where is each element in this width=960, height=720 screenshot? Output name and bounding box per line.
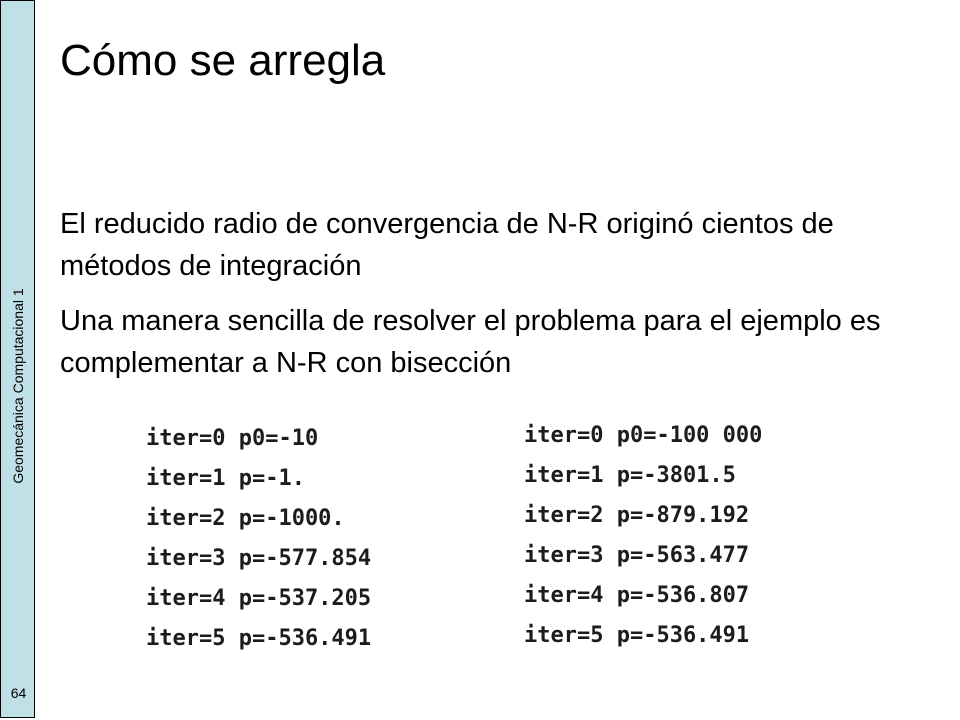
iteration-row: iter=5 p=-536.491 <box>146 626 372 651</box>
iteration-row: iter=4 p=-537.205 <box>146 586 372 611</box>
bullet-1: El reducido radio de convergencia de N-R originó cientos de métodos de integración <box>60 208 834 282</box>
iteration-row: iter=4 p=-536.807 <box>524 583 750 608</box>
iteration-row: iter=2 p=-879.192 <box>524 503 750 528</box>
iteration-row: iter=3 p=-577.854 <box>146 546 372 571</box>
iteration-row: iter=5 p=-536.491 <box>524 623 750 648</box>
left-iteration-list <box>146 419 371 659</box>
iteration-row: iter=3 p=-563.477 <box>524 543 750 568</box>
iteration-row: iter=2 p=-1000. <box>146 506 345 531</box>
bullet-2: Una manera sencilla de resolver el problema para el ejemplo es complementar a N-R con bisección <box>60 305 881 379</box>
bullet-list <box>60 203 920 397</box>
sidebar-band <box>0 0 35 718</box>
right-iteration-list <box>524 416 762 656</box>
iteration-row: iter=1 p=-3801.5 <box>524 463 736 488</box>
iteration-row: iter=0 p0=-10 <box>146 426 319 451</box>
page-number: 64 <box>10 685 27 701</box>
iteration-row: iter=1 p=-1. <box>146 466 305 491</box>
iteration-row: iter=0 p0=-100 000 <box>524 423 763 448</box>
course-label: Geomecánica Computacional 1 <box>10 288 26 484</box>
slide-title: Cómo se arregla <box>60 36 386 85</box>
